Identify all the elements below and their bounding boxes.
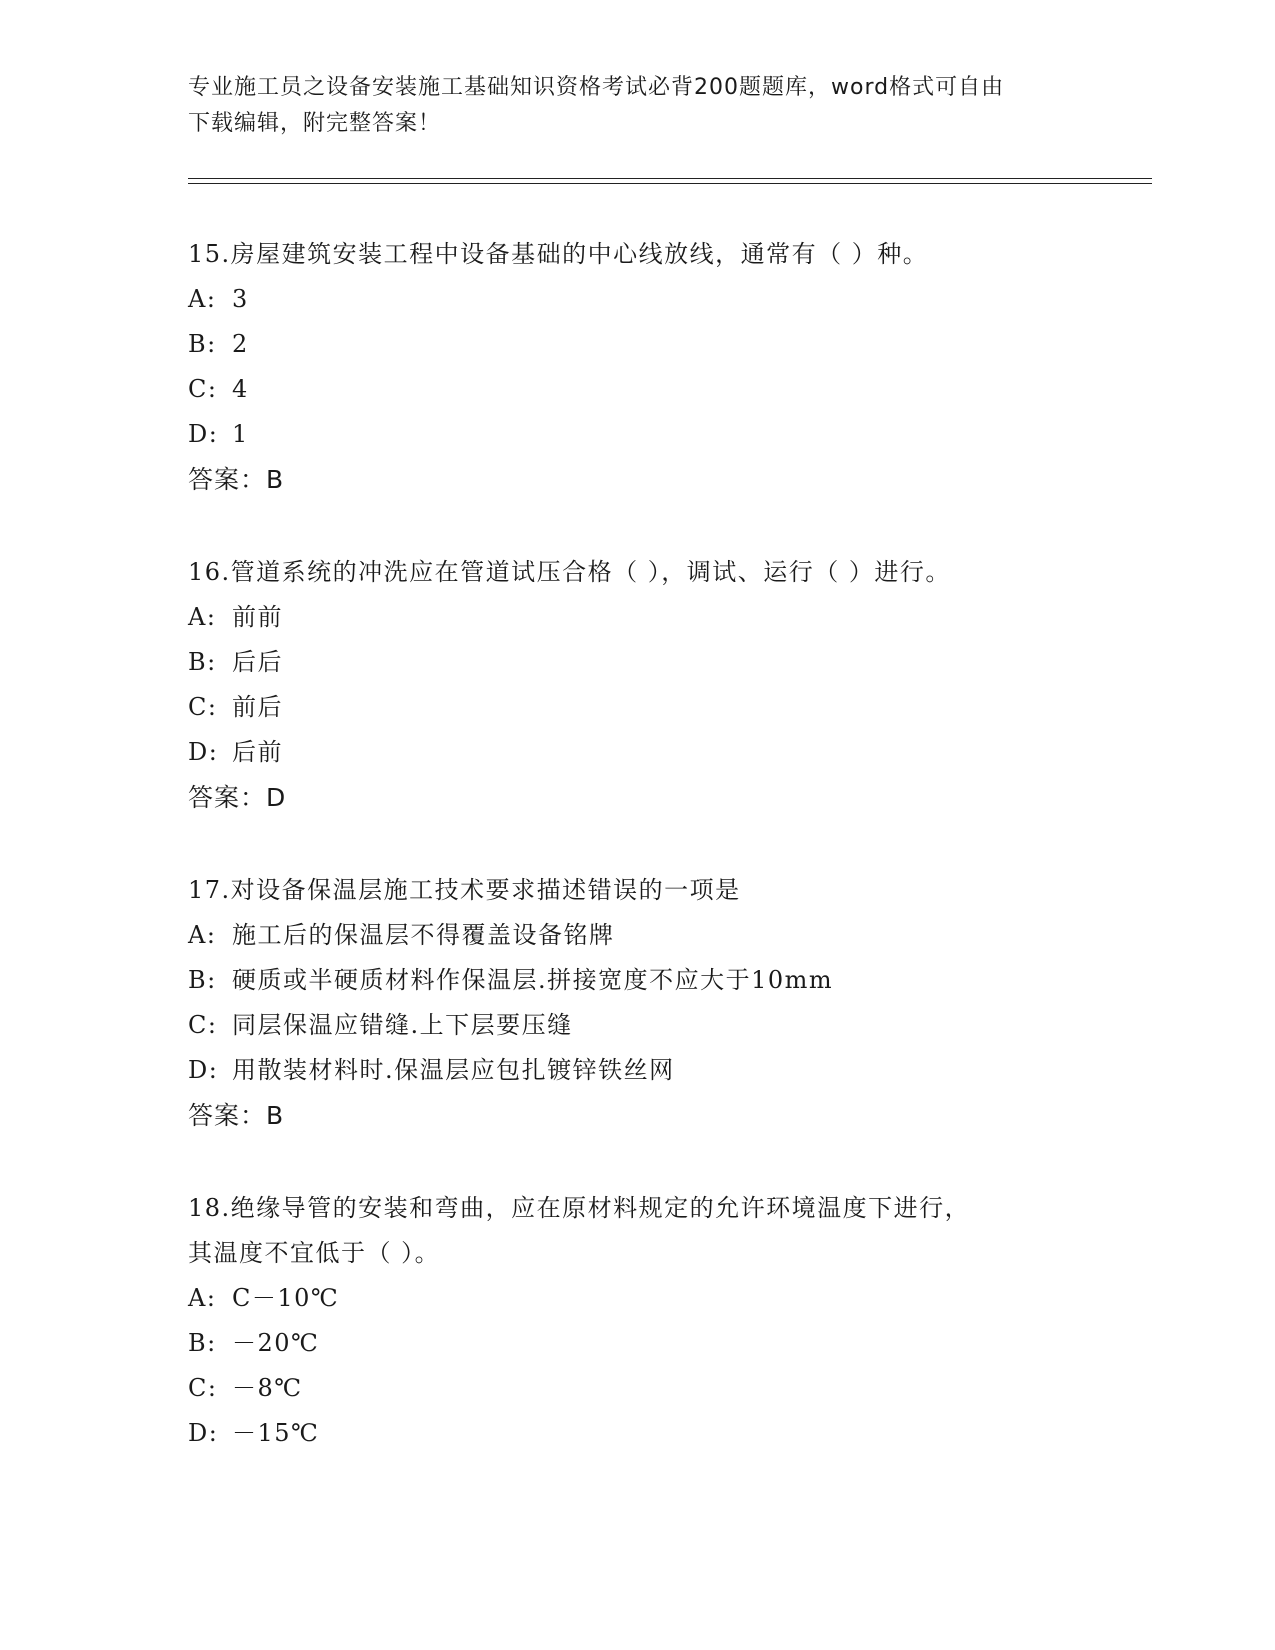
option-a (188, 1276, 1088, 1321)
option-letter: C: (188, 1011, 218, 1039)
option-text: 4 (232, 375, 249, 403)
option-letter: D: (188, 420, 219, 448)
question-title: 15.房屋建筑安装工程中设备基础的中心线放线，通常有（ ）种。 (188, 240, 929, 268)
option-text: 1 (232, 420, 249, 448)
option-c (188, 685, 1088, 730)
header-line-2: 下载编辑，附完整答案！ (188, 111, 442, 136)
option-letter: C: (188, 693, 218, 721)
option-letter: D: (188, 1056, 219, 1084)
option-letter: D: (188, 1419, 219, 1447)
option-letter: D: (188, 738, 219, 766)
option-letter: A: (188, 603, 217, 631)
option-letter: B: (188, 648, 217, 676)
option-text: 施工后的保温层不得覆盖设备铭牌 (232, 921, 615, 949)
question-15 (188, 232, 1088, 502)
option-text: 同层保温应错缝.上下层要压缝 (232, 1011, 573, 1039)
option-letter: A: (188, 285, 217, 313)
question-17 (188, 868, 1088, 1138)
option-c (188, 1366, 1088, 1411)
answer-line: 答案：D (188, 783, 287, 812)
option-text: C－10℃ (232, 1284, 340, 1312)
option-text: －15℃ (232, 1419, 320, 1447)
option-a (188, 595, 1088, 640)
option-letter: C: (188, 1374, 218, 1402)
option-text: 2 (232, 330, 249, 358)
option-letter: A: (188, 1284, 217, 1312)
answer-line: 答案：B (188, 465, 285, 494)
question-title-line-1: 18.绝缘导管的安装和弯曲，应在原材料规定的允许环境温度下进行， (188, 1194, 971, 1222)
option-d (188, 412, 1088, 457)
option-b (188, 958, 1088, 1003)
header-line-1: 专业施工员之设备安装施工基础知识资格考试必背200题题库，word格式可自由 (188, 75, 1005, 100)
option-text: 用散装材料时.保温层应包扎镀锌铁丝网 (232, 1056, 675, 1084)
option-text: 后后 (232, 648, 283, 676)
option-d (188, 730, 1088, 775)
option-c (188, 1003, 1088, 1048)
question-title: 16.管道系统的冲洗应在管道试压合格（ ），调试、运行（ ）进行。 (188, 558, 951, 586)
question-title: 17.对设备保温层施工技术要求描述错误的一项是 (188, 876, 741, 904)
header-divider-bottom (188, 183, 1152, 184)
option-a (188, 277, 1088, 322)
option-letter: A: (188, 921, 217, 949)
question-16 (188, 550, 1088, 820)
option-text: －20℃ (232, 1329, 320, 1357)
option-text: 前后 (232, 693, 283, 721)
option-text: 硬质或半硬质材料作保温层.拼接宽度不应大于10mm (232, 966, 834, 994)
option-a (188, 913, 1088, 958)
option-d (188, 1411, 1088, 1456)
option-letter: B: (188, 1329, 217, 1357)
question-title-line-2: 其温度不宜低于（ ）。 (188, 1239, 441, 1267)
option-text: 前前 (232, 603, 283, 631)
answer-line: 答案：B (188, 1101, 285, 1130)
option-b (188, 322, 1088, 367)
option-c (188, 367, 1088, 412)
option-b (188, 640, 1088, 685)
option-d (188, 1048, 1088, 1093)
option-text: 后前 (232, 738, 283, 766)
option-letter: B: (188, 330, 217, 358)
document-header (188, 70, 1068, 142)
header-divider-top (188, 178, 1152, 179)
question-18 (188, 1186, 1088, 1456)
option-b (188, 1321, 1088, 1366)
option-text: 3 (232, 285, 249, 313)
option-letter: B: (188, 966, 217, 994)
option-letter: C: (188, 375, 218, 403)
option-text: －8℃ (232, 1374, 303, 1402)
